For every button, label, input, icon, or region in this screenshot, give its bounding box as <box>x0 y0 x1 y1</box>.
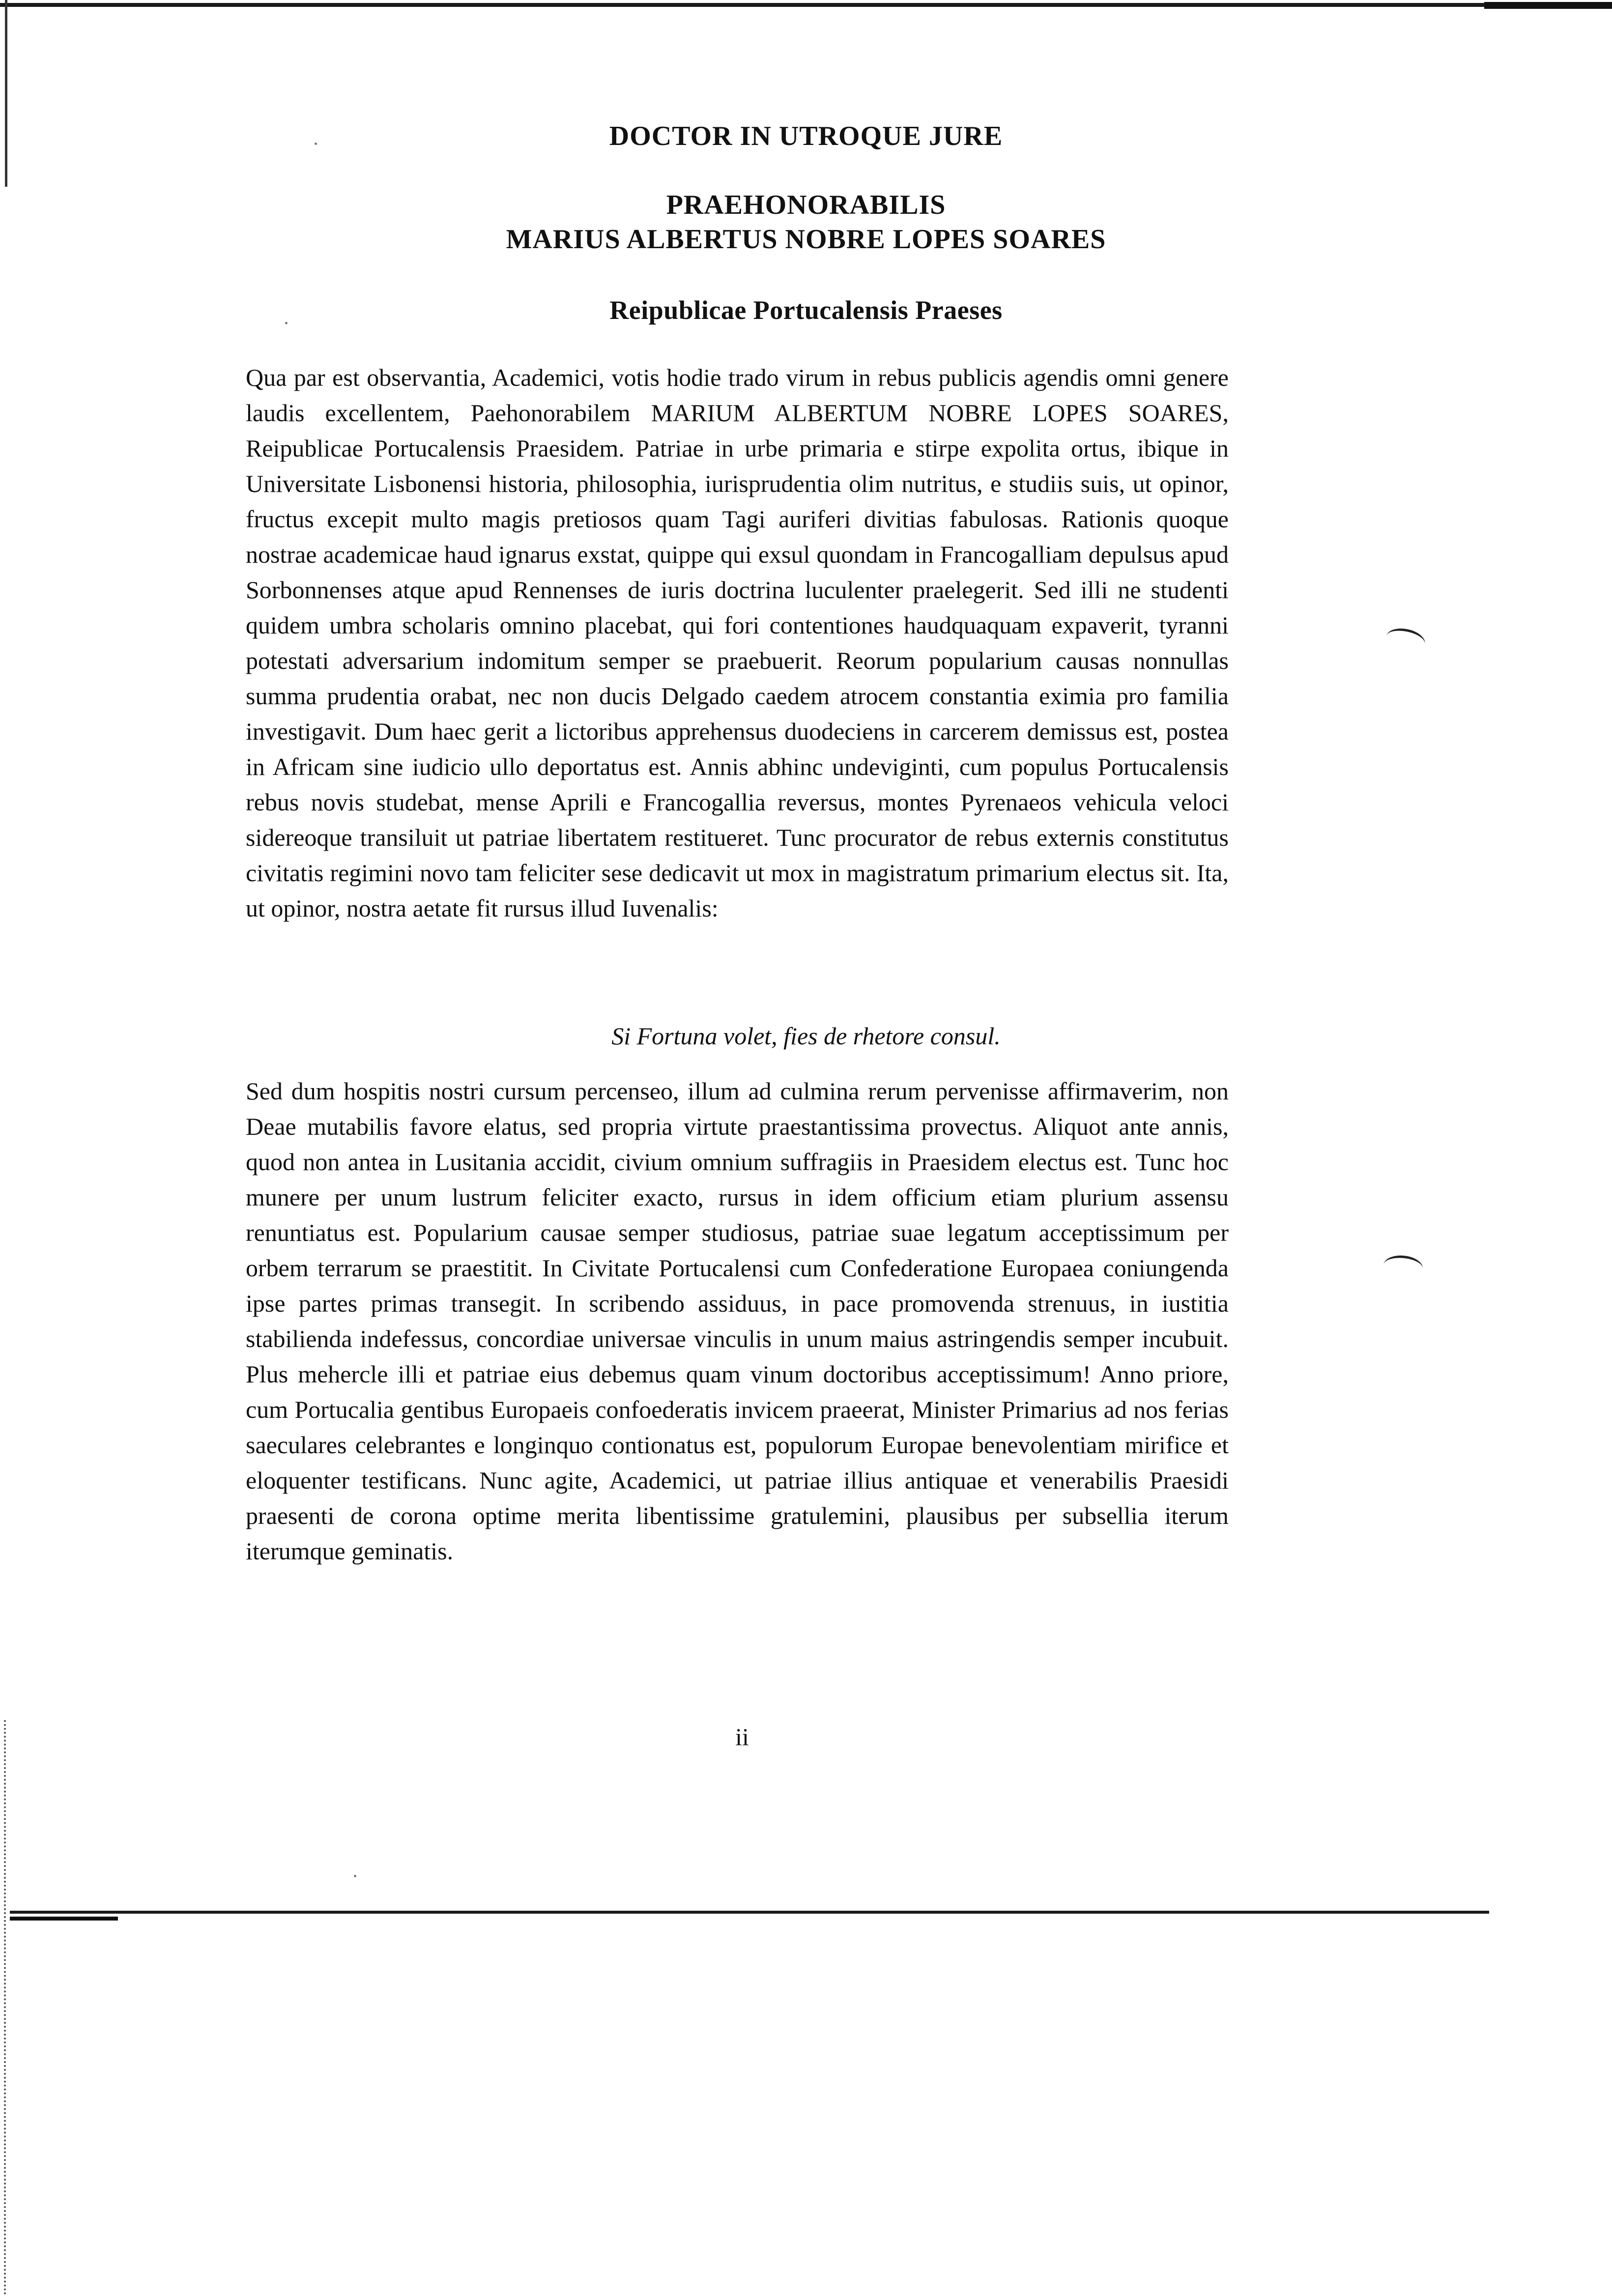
degree-heading: DOCTOR IN UTROQUE JURE <box>609 121 1003 151</box>
margin-mark-upper <box>1384 625 1427 655</box>
top-border-rule-thick <box>1484 2 1612 9</box>
honoree-name-heading: MARIUS ALBERTUS NOBRE LOPES SOARES <box>506 224 1106 255</box>
margin-mark-lower <box>1382 1254 1424 1280</box>
office-subheading: Reipublicae Portucalensis Praeses <box>609 295 1003 325</box>
bottom-border-rule-thick <box>10 1917 118 1921</box>
oration-paragraph-1: Qua par est observantia, Academici, votis hodie trado virum in rebus publicis agendis omni genere laudis excellentem, Paehonorabilem MARIUM ALBERTUM NOBRE LOPES SOARES, Reipublicae Portucalensis Praesidem. Patriae in urbe primaria e stirpe expolita ortus, ibique in Universitate Lisbonensi historia, philosophia, iurisprudentia olim nutritus, e studiis suis, ut opinor, fructus excepit multo magis pretiosos quam Tagi auriferi divitias fabulosas. Rationis quoque nostrae academicae haud ignarus exstat, quippe qui exsul quondam in Francogalliam depulsus apud Sorbonnenses atque apud Rennenses de iuris doctrina luculenter praelegerit. Sed illi ne studenti quidem umbra scholaris omnino placebat, qui fori contentiones haudquaquam expaverit, tyranni potestati adversarium indomitum semper se praebuerit. Reorum popularium causas nonnullas summa prudentia orabat, nec non ducis Delgado caedem atrocem constantia eximia pro familia investigavit. Dum haec gerit a lictoribus apprehensus duodeciens in carcerem demissus est, postea in Africam sine iudicio ullo deportatus est. Annis abhinc undeviginti, cum populus Portucalensis rebus novis studebat, mense Aprili e Francogallia reversus, montes Pyrenaeos vehicula veloci sidereoque transiluit ut patriae libertatem restitueret. Tunc procurator de rebus externis constitutus civitatis regimini novo tam feliciter sese dedicavit ut mox in magistratum primarium electus sit. Ita, ut opinor, nostra aetate fit rursus illud Iuvenalis: <box>246 364 1229 922</box>
top-border-rule <box>0 3 1612 7</box>
left-margin-edge <box>5 0 7 187</box>
juvenal-quotation: Si Fortuna volet, fies de rhetore consul. <box>611 1022 1001 1050</box>
scan-speck <box>354 1875 356 1877</box>
honorific-heading: PRAEHONORABILIS <box>666 190 946 220</box>
left-margin-edge-lower <box>4 1720 6 2295</box>
page-number: ii <box>735 1723 749 1751</box>
bottom-border-rule <box>10 1911 1489 1914</box>
oration-paragraph-2: Sed dum hospitis nostri cursum percenseo, illum ad culmina rerum pervenisse affirmaverim, non Deae mutabilis favore elatus, sed propria virtute praestantissima provectus. Aliquot ante annis, quod non antea in Lusitania accidit, civium omnium suffragiis in Praesidem electus est. Tunc hoc munere per unum lustrum feliciter exacto, rursus in idem officium etiam plurium assensu renuntiatus est. Popularium causae semper studiosus, patriae suae legatum acceptissimum per orbem terrarum se praestitit. In Civitate Portucalensi cum Confederatione Europaea coniungenda ipse partes primas transegit. In scribendo assiduus, in pace promovenda strenuus, in iustitia stabilienda indefessus, concordiae universae vinculis in unum maius astringendis semper incubuit. Plus mehercle illi et patriae eius debemus quam vinum doctoribus acceptissimum! Anno priore, cum Portucalia gentibus Europaeis confoederatis invicem praeerat, Minister Primarius ad nos ferias saeculares celebrantes e longinquo contionatus est, populorum Europae benevolentiam mirifice et eloquenter testificans. Nunc agite, Academici, ut patriae illius antiquae et venerabilis Praesidi praesenti de corona optime merita libentissime gratulemini, plausibus per subsellia iterum iterumque geminatis. <box>246 1077 1229 1565</box>
